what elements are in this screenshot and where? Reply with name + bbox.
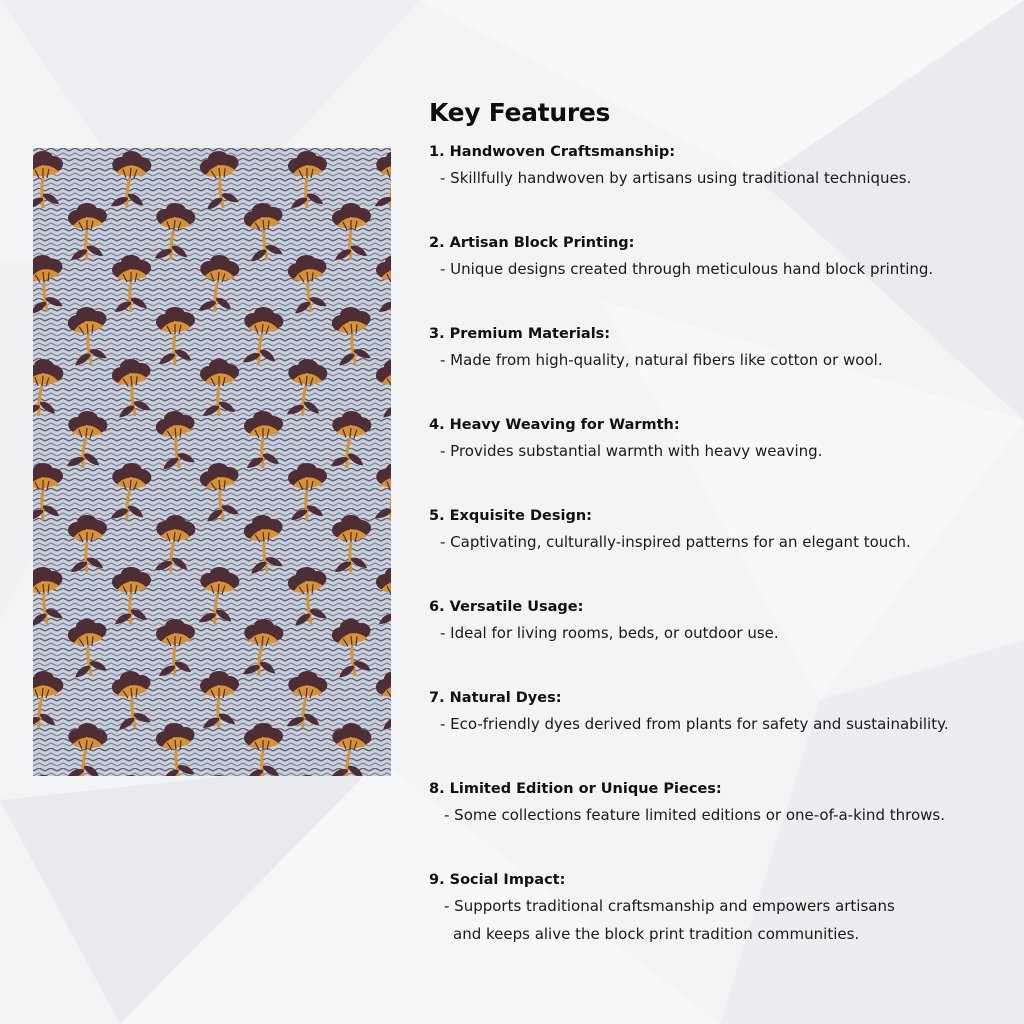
feature-title: 7. Natural Dyes: bbox=[429, 690, 562, 706]
feature-description: - Eco-friendly dyes derived from plants for safety and sustainability. bbox=[440, 715, 949, 733]
feature-description: - Unique designs created through meticulous hand block printing. bbox=[440, 260, 934, 278]
feature-description: - Captivating, culturally-inspired patterns for an elegant touch. bbox=[440, 533, 911, 551]
key-features-panel bbox=[429, 98, 1009, 960]
feature-title: 1. Handwoven Craftsmanship: bbox=[429, 144, 676, 160]
feature-description: - Ideal for living rooms, beds, or outdoor use. bbox=[440, 624, 779, 642]
feature-description-continued: and keeps alive the block print tradition communities. bbox=[453, 925, 860, 943]
feature-item bbox=[429, 414, 1009, 505]
page-title: Key Features bbox=[429, 98, 611, 127]
feature-description: - Provides substantial warmth with heavy weaving. bbox=[440, 442, 823, 460]
feature-item bbox=[429, 505, 1009, 596]
feature-item bbox=[429, 323, 1009, 414]
feature-item bbox=[429, 687, 1009, 778]
fabric-pattern-image bbox=[33, 148, 391, 776]
feature-title: 9. Social Impact: bbox=[429, 872, 566, 888]
feature-description: - Some collections feature limited editions or one-of-a-kind throws. bbox=[444, 806, 945, 824]
feature-description: - Supports traditional craftsmanship and empowers artisans bbox=[444, 897, 895, 915]
feature-description: - Skillfully handwoven by artisans using traditional techniques. bbox=[440, 169, 912, 187]
feature-title: 3. Premium Materials: bbox=[429, 326, 611, 342]
feature-list bbox=[429, 141, 1009, 960]
feature-description: - Made from high-quality, natural fibers like cotton or wool. bbox=[440, 351, 883, 369]
feature-title: 8. Limited Edition or Unique Pieces: bbox=[429, 781, 722, 797]
feature-title: 4. Heavy Weaving for Warmth: bbox=[429, 417, 680, 433]
feature-item bbox=[429, 778, 1009, 869]
feature-title: 2. Artisan Block Printing: bbox=[429, 235, 635, 251]
feature-title: 6. Versatile Usage: bbox=[429, 599, 584, 615]
feature-item bbox=[429, 596, 1009, 687]
feature-title: 5. Exquisite Design: bbox=[429, 508, 592, 524]
feature-item bbox=[429, 232, 1009, 323]
feature-item bbox=[429, 869, 1009, 960]
feature-item bbox=[429, 141, 1009, 232]
